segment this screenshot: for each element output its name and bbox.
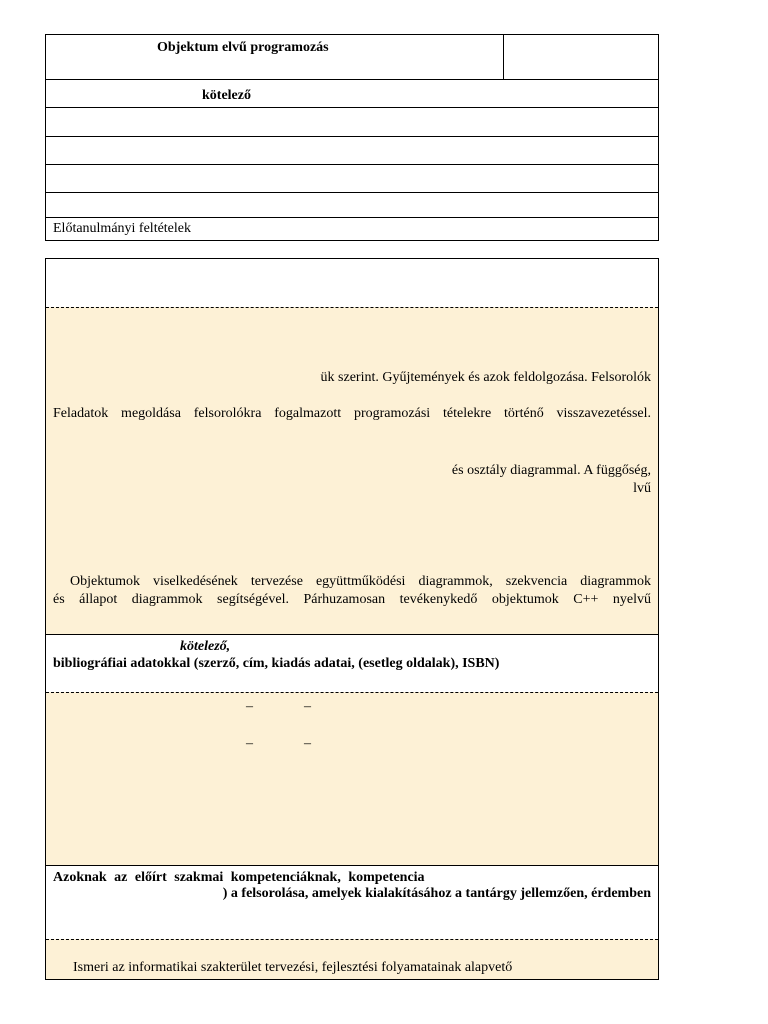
required-row <box>46 80 658 108</box>
competencies-line-1: Azoknak az előírt szakmai kompetenciáknak, kompetencia <box>53 870 425 885</box>
competencies-header-cell <box>46 865 658 939</box>
content-header-cell <box>46 259 658 307</box>
empty-row-4 <box>46 193 658 218</box>
course-title-row <box>46 35 658 80</box>
empty-row-1 <box>46 108 658 137</box>
content-line-4: lvű <box>633 481 651 496</box>
content-line-3: és osztály diagrammal. A függőség, <box>451 463 651 478</box>
content-line-2: Feladatok megoldása felsorolókra fogalmazott programozási tételekre történő visszavezetéssel. <box>53 406 651 421</box>
competencies-line-2: ) a felsorolása, amelyek kialakításához a tantárgy jellemzően, érdemben <box>222 886 651 901</box>
course-title: Objektum elvű programozás <box>157 40 329 55</box>
prerequisites-label: Előtanulmányi feltételek <box>53 221 192 236</box>
competencies-list-cell <box>46 939 658 979</box>
course-content-table <box>45 258 659 980</box>
literature-dash-1a: – <box>246 699 253 714</box>
title-cell-divider <box>503 35 504 79</box>
literature-header-cell <box>46 634 658 692</box>
literature-dash-1b: – <box>304 699 311 714</box>
empty-row-3 <box>46 165 658 193</box>
empty-row-2 <box>46 137 658 165</box>
required-label: kötelező <box>202 88 251 103</box>
competency-item-1: Ismeri az informatikai szakterület tervezési, fejlesztési folyamatainak alapvető <box>73 960 513 975</box>
literature-bibliographic-label: bibliográfiai adatokkal (szerző, cím, kiadás adatai, (esetleg oldalak), ISBN) <box>53 656 500 671</box>
literature-dash-2a: – <box>246 736 253 751</box>
content-line-5: Objektumok viselkedésének tervezése együttműködési diagrammok, szekvencia diagrammok <box>70 574 651 589</box>
prerequisites-row <box>46 218 658 242</box>
content-line-1: ük szerint. Gyűjtemények és azok feldolgozása. Felsorolók <box>320 370 651 385</box>
literature-required-label: kötelező, <box>180 639 231 654</box>
content-description-cell <box>46 307 658 634</box>
literature-list-cell <box>46 692 658 865</box>
literature-dash-2b: – <box>304 736 311 751</box>
course-header-table <box>45 34 659 241</box>
content-line-6: és állapot diagrammok segítségével. Párhuzamosan tevékenykedő objektumok C++ nyelvű <box>53 592 651 607</box>
